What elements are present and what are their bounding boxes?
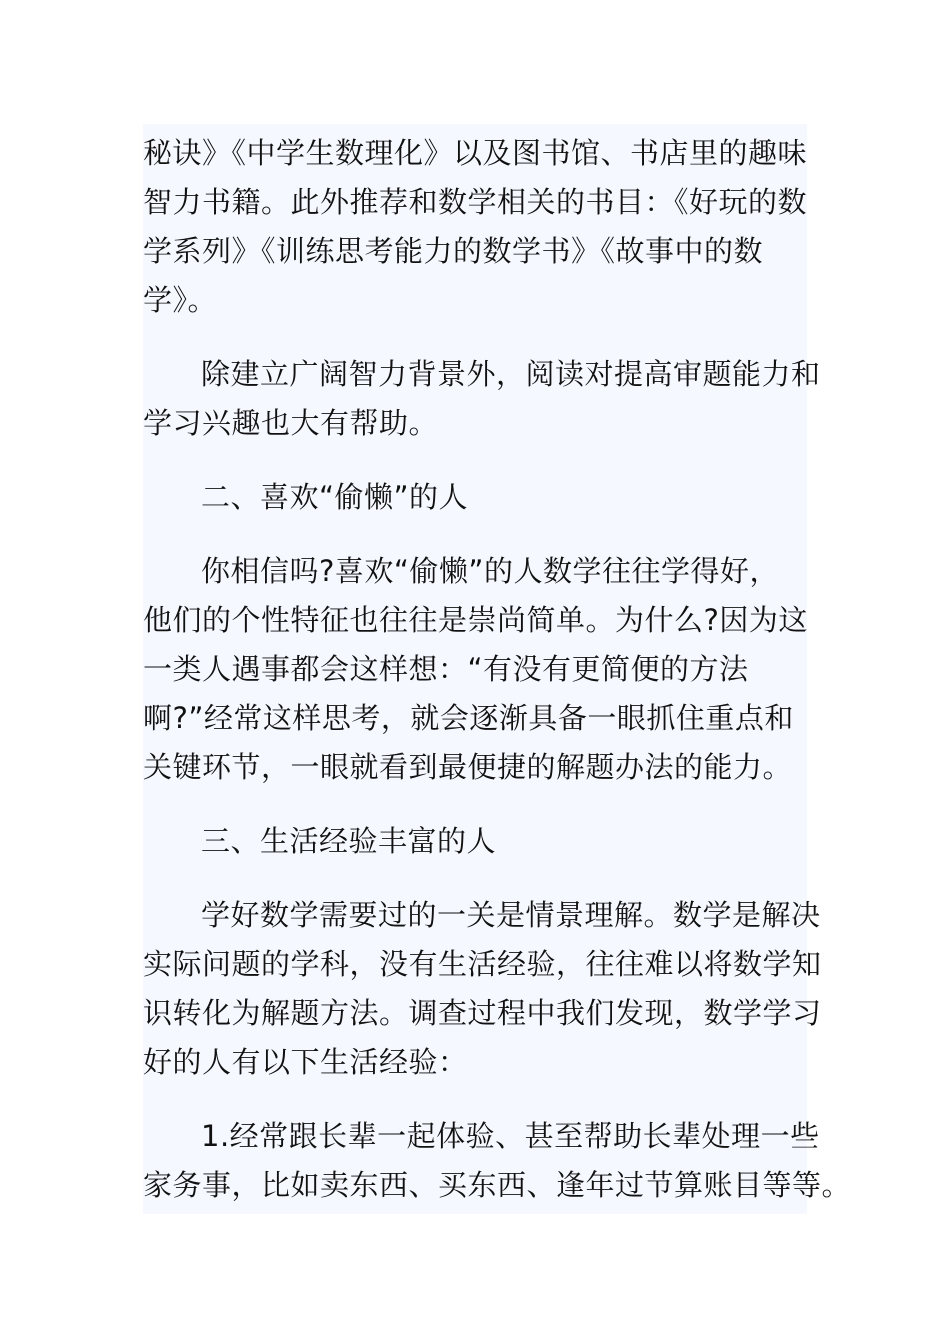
text-line: 1.经常跟长辈一起体验、甚至帮助长辈处理一些 <box>201 1119 820 1153</box>
text-line: 学》。 <box>143 283 218 317</box>
section-heading-3 <box>143 817 823 866</box>
text-line: 学习兴趣也大有帮助。 <box>143 406 439 440</box>
text-line: 一类人遇事都会这样想：“有没有更简便的方法 <box>143 652 749 686</box>
text-line: 关键环节，一眼就看到最便捷的解题办法的能力。 <box>143 750 793 784</box>
heading-text: 二、喜欢“偷懒”的人 <box>201 480 469 514</box>
text-line: 家务事，比如卖东西、买东西、逢年过节算账目等等。 <box>143 1168 852 1202</box>
document-body <box>143 129 852 1210</box>
paragraph-life-experience <box>143 891 823 1087</box>
text-line: 好的人有以下生活经验： <box>143 1045 468 1079</box>
text-line: 他们的个性特征也往往是崇尚简单。为什么?因为这 <box>143 603 808 637</box>
text-line: 你相信吗?喜欢“偷懒”的人数学往往学得好， <box>201 554 779 588</box>
text-line: 识转化为解题方法。调查过程中我们发现，数学学习 <box>143 996 822 1030</box>
paragraph-lazy-people <box>143 547 823 792</box>
text-line: 学系列》《训练思考能力的数学书》《故事中的数 <box>143 234 764 268</box>
paragraph-reading-benefit <box>143 350 823 448</box>
text-line: 秘诀》《中学生数理化》以及图书馆、书店里的趣味 <box>143 136 808 170</box>
text-line: 实际问题的学科，没有生活经验，往往难以将数学知 <box>143 947 822 981</box>
text-line: 智力书籍。此外推荐和数学相关的书目：《好玩的数 <box>143 185 808 219</box>
text-line: 除建立广阔智力背景外，阅读对提高审题能力和 <box>201 357 821 391</box>
heading-text: 三、生活经验丰富的人 <box>201 824 497 858</box>
text-line: 学好数学需要过的一关是情景理解。数学是解决 <box>201 898 821 932</box>
section-heading-2 <box>143 473 823 522</box>
paragraph-reading-list <box>143 129 823 325</box>
list-item-1 <box>143 1112 852 1210</box>
text-line: 啊?”经常这样思考，就会逐渐具备一眼抓住重点和 <box>143 701 794 735</box>
